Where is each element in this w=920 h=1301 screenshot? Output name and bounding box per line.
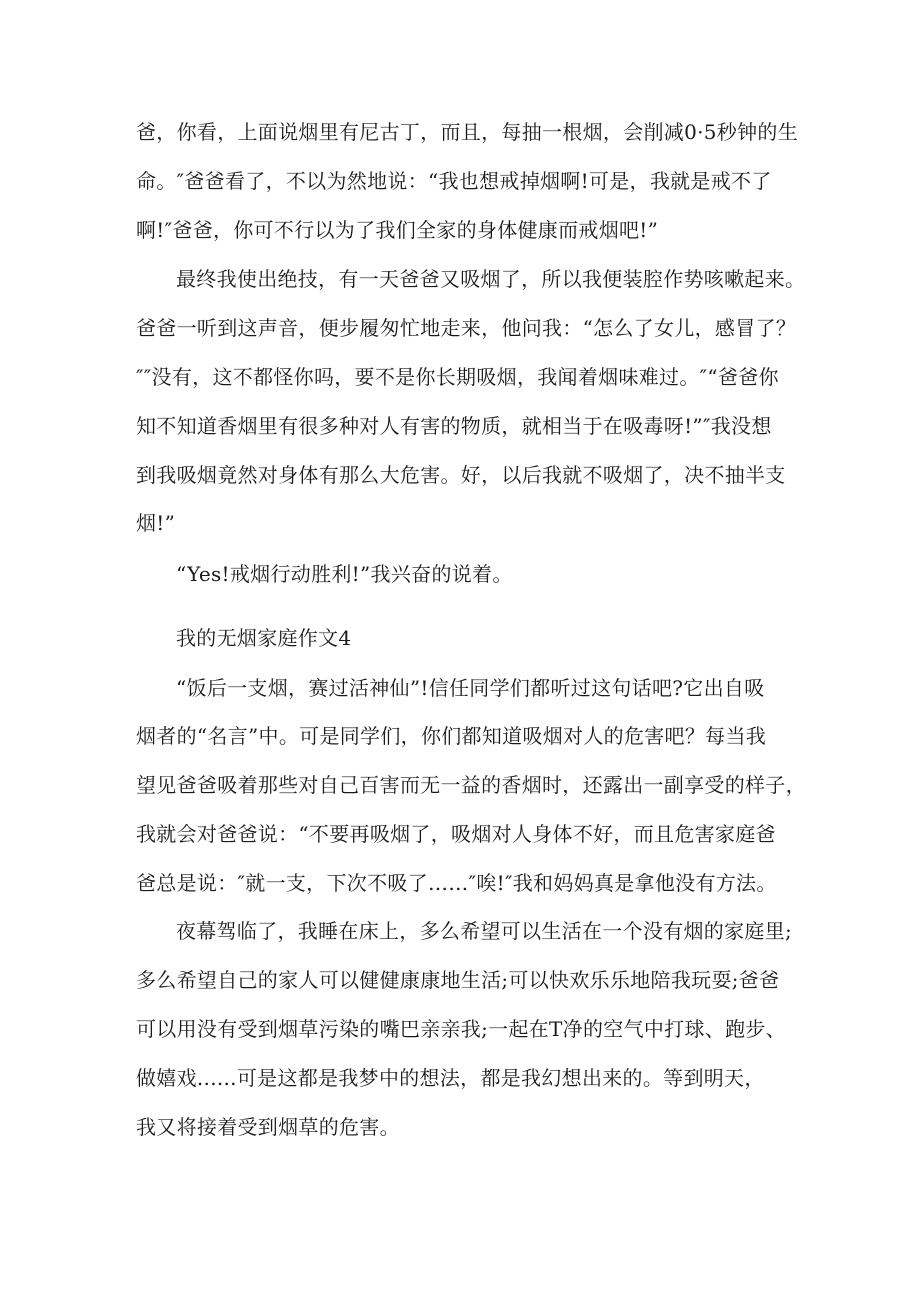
paragraph-5-line-5: 我又将接着受到烟草的危害。: [136, 1115, 400, 1139]
paragraph-1-line-3: 啊!″爸爸，你可不行以为了我们全家的身体健康而戒烟吧!”: [136, 218, 659, 242]
section-heading: 我的无烟家庭作文4: [176, 626, 352, 650]
paragraph-4-line-5: 爸总是说：″就一支，下次不吸了……″唉!″我和妈妈真是拿他没有方法。: [136, 871, 777, 895]
paragraph-2-line-2: 爸爸一听到这声音，便步履匆忙地走来，他问我：“怎么了女儿，感冒了？: [136, 316, 797, 340]
paragraph-2-line-4: 知不知道香烟里有很多种对人有害的物质，就相当于在吸毒呀!”″我没想: [136, 414, 772, 438]
paragraph-2-line-1: 最终我使出绝技，有一天爸爸又吸烟了，所以我便装腔作势咳嗽起来。: [176, 267, 806, 291]
paragraph-4-line-1: “饭后一支烟，赛过活神仙”!信任同学们都听过这句话吧?它出自吸: [176, 676, 765, 700]
paragraph-2-line-6: 烟!”: [136, 511, 176, 535]
paragraph-5-line-4: 做嬉戏......可是这都是我梦中的想法，都是我幻想出来的。等到明天，: [136, 1066, 765, 1090]
paragraph-2-line-3: ″″没有，这不都怪你吗，要不是你长期吸烟，我闻着烟味难过。″“爸爸你: [136, 365, 779, 389]
paragraph-1-line-1: 爸，你看，上面说烟里有尼古丁，而且，每抽一根烟，会削减0·5秒钟的生: [136, 120, 799, 144]
paragraph-2-line-5: 到我吸烟竟然对身体有那么大危害。好，以后我就不吸烟了，决不抽半支: [136, 463, 786, 487]
paragraph-4-line-4: 我就会对爸爸说：“不要再吸烟了，吸烟对人身体不好，而且危害家庭爸: [136, 822, 776, 846]
paragraph-3-line-1: “Yes!戒烟行动胜利!”我兴奋的说着。: [176, 562, 513, 586]
paragraph-5-line-3: 可以用没有受到烟草污染的嘴巴亲亲我;一起在T净的空气中打球、跑步、: [136, 1017, 786, 1041]
paragraph-4-line-2: 烟者的“名言”中。可是同学们，你们都知道吸烟对人的危害吧？每当我: [136, 724, 767, 748]
paragraph-5-line-1: 夜幕驾临了，我睡在床上，多么希望可以生活在一个没有烟的家庭里;: [176, 919, 793, 943]
paragraph-1-line-2: 命。″爸爸看了，不以为然地说：“我也想戒掉烟啊!可是，我就是戒不了: [136, 169, 772, 193]
paragraph-4-line-3: 望见爸爸吸着那些对自己百害而无一益的香烟时，还露出一副享受的样子，: [136, 773, 806, 797]
paragraph-5-line-2: 多么希望自己的家人可以健健康康地生活;可以快欢乐乐地陪我玩耍;爸爸: [136, 968, 780, 992]
